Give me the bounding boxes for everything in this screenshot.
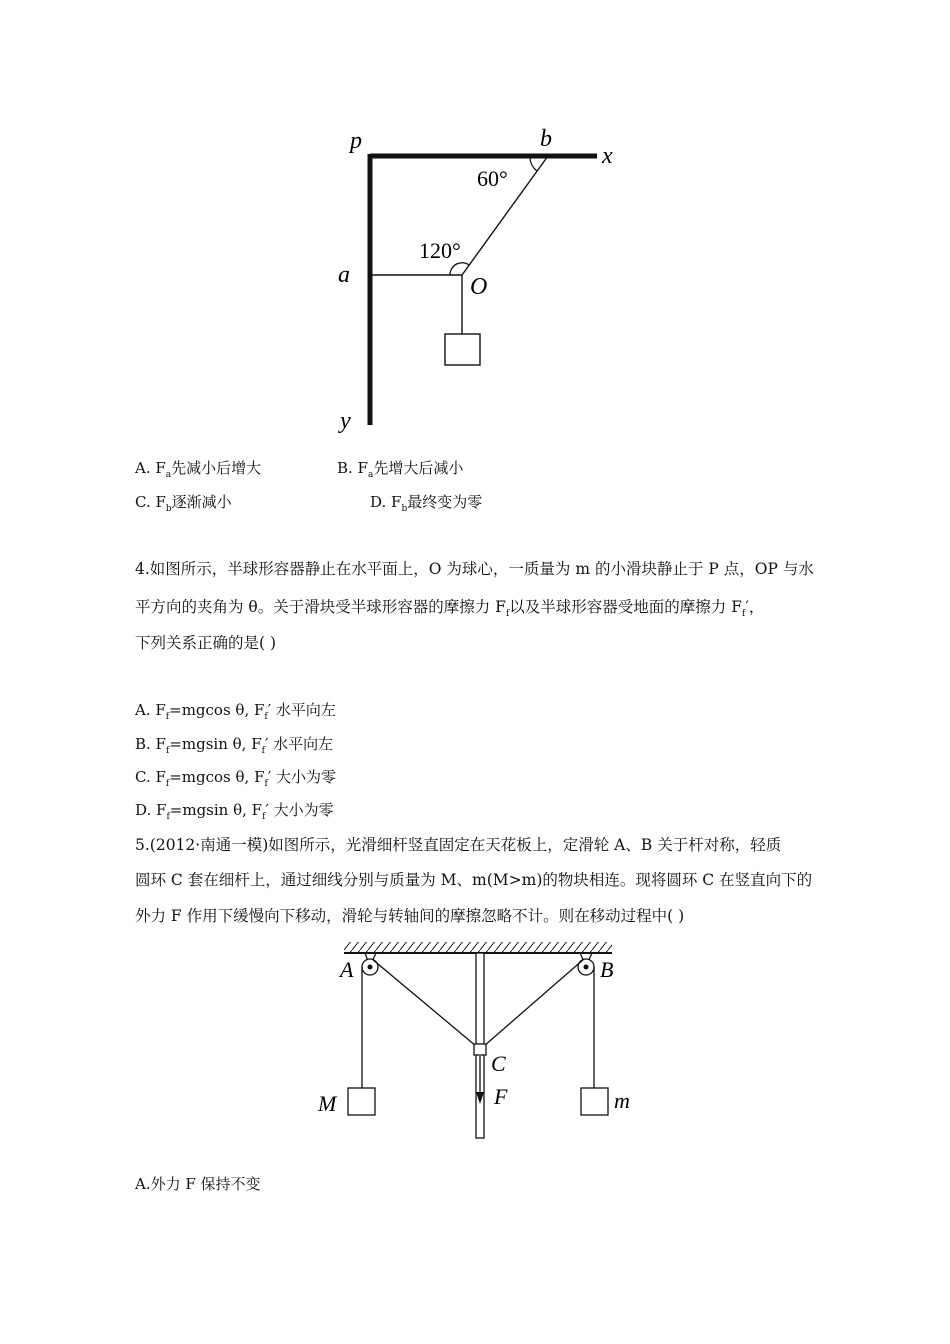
q5-line-1: 5.(2012·南通一模)如图所示，光滑细杆竖直固定在天花板上，定滑轮 A、B 关于杆对称，轻质 xyxy=(135,836,782,854)
q3-option-d xyxy=(370,492,482,519)
q4-option-c-prefix: C. F xyxy=(135,768,166,786)
q4-option-a-text: ′ 水平向左 xyxy=(267,701,336,719)
q3-option-c xyxy=(135,492,232,519)
pulley-a-axle xyxy=(368,965,373,970)
q5-option-a: A.外力 F 保持不变 xyxy=(135,1175,261,1193)
q5-line-3: 外力 F 作用下缓慢向下移动，滑轮与转轴间的摩擦忽略不计。则在移动过程中( ) xyxy=(135,907,685,925)
figure-force-frame xyxy=(320,120,640,440)
label-b: b xyxy=(540,126,552,152)
q4-line-2-part-b: 以及半球形容器受地面的摩擦力 F xyxy=(509,598,742,616)
q4-line-2-sub-2: f xyxy=(741,609,746,620)
q4-option-d-prefix: D. F xyxy=(135,801,167,819)
q4-line-2-part-c: ′， xyxy=(745,598,765,616)
q4-option-a-mid: =mgcos θ, F xyxy=(169,701,265,719)
q3-option-c-subscript: b xyxy=(165,504,172,514)
label-angle-120: 120° xyxy=(419,238,461,263)
q4-option-b-sub-1: f xyxy=(165,746,170,756)
label-C: C xyxy=(491,1051,506,1076)
q5-line-2: 圆环 C 套在细杆上，通过细线分别与质量为 M、m(M>m)的物块相连。现将圆环 C 在竖直向下的 xyxy=(135,871,813,889)
q4-option-c-sub-1: f xyxy=(165,779,170,789)
q4-line-2-sub-1: f xyxy=(505,609,510,620)
q4-option-d-sub-2: f xyxy=(262,812,266,822)
label-a: a xyxy=(338,262,350,288)
q4-option-a xyxy=(135,700,336,727)
q3-option-a-text: 先减小后增大 xyxy=(171,459,262,477)
figure-pulley-system xyxy=(310,935,650,1150)
q3-option-a-subscript: a xyxy=(165,470,172,480)
q4-line-2 xyxy=(135,597,764,624)
q4-option-b-prefix: B. F xyxy=(135,735,166,753)
label-m: m xyxy=(614,1088,630,1113)
q4-option-c-text: ′ 大小为零 xyxy=(267,768,337,786)
q4-option-b xyxy=(135,734,333,761)
q4-option-b-text: ′ 水平向左 xyxy=(264,735,334,753)
q4-option-c-sub-2: f xyxy=(264,779,268,789)
q4-option-c xyxy=(135,767,336,794)
q3-option-c-prefix: C. F xyxy=(135,493,166,511)
q3-option-d-text: 最终变为零 xyxy=(407,493,483,511)
q4-option-a-sub-2: f xyxy=(264,712,268,722)
q3-option-b xyxy=(337,458,463,485)
label-A: A xyxy=(340,957,354,982)
string-a-to-c xyxy=(372,959,476,1046)
q3-option-b-prefix: B. F xyxy=(337,459,368,477)
q3-option-d-subscript: b xyxy=(401,504,408,514)
q4-option-a-sub-1: f xyxy=(165,712,170,722)
q4-option-d xyxy=(135,800,334,827)
q4-option-a-prefix: A. F xyxy=(135,701,166,719)
label-x: x xyxy=(602,143,613,169)
q4-line-3: 下列关系正确的是( ) xyxy=(135,634,277,652)
label-y: y xyxy=(340,408,351,434)
q3-option-b-subscript: a xyxy=(367,470,374,480)
q3-option-a xyxy=(135,458,261,485)
label-M: M xyxy=(318,1091,337,1116)
label-F: F xyxy=(494,1084,508,1109)
label-p: p xyxy=(350,128,362,154)
string-b-to-c xyxy=(484,959,584,1046)
q3-option-a-prefix: A. F xyxy=(135,459,166,477)
q4-option-b-sub-2: f xyxy=(261,746,265,756)
q4-option-c-mid: =mgcos θ, F xyxy=(169,768,265,786)
q3-option-d-prefix: D. F xyxy=(370,493,402,511)
ceiling-hatch xyxy=(344,942,612,952)
pulley-b-axle xyxy=(584,965,589,970)
q4-option-b-mid: =mgsin θ, F xyxy=(169,735,262,753)
label-O: O xyxy=(470,274,488,300)
q3-option-c-text: 逐渐减小 xyxy=(171,493,232,511)
q3-option-b-text: 先增大后减小 xyxy=(373,459,464,477)
q4-option-d-text: ′ 大小为零 xyxy=(265,801,334,819)
block-m xyxy=(581,1088,608,1115)
ring-c xyxy=(474,1044,486,1055)
q4-line-1: 4.如图所示，半球形容器静止在水平面上，O 为球心，一质量为 m 的小滑块静止于 P 点，OP 与水 xyxy=(135,560,814,578)
q4-option-d-mid: =mgsin θ, F xyxy=(169,801,263,819)
q4-line-2-part-a: 平方向的夹角为 θ。关于滑块受半球形容器的摩擦力 F xyxy=(135,598,506,616)
label-B: B xyxy=(600,957,614,982)
hanging-weight xyxy=(445,334,480,365)
label-angle-60: 60° xyxy=(477,166,508,191)
block-M xyxy=(348,1088,375,1115)
q4-option-d-sub-1: f xyxy=(166,812,170,822)
